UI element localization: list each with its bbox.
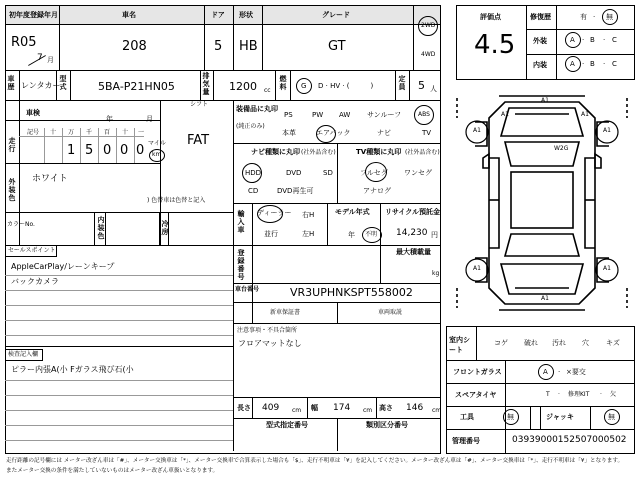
- interior-seat-label: 室内シート: [449, 336, 470, 354]
- dmg-mark: A1: [603, 127, 611, 134]
- windshield-dot: ·: [558, 368, 561, 376]
- model-value: 208: [122, 39, 147, 54]
- spare-item: 欠: [610, 391, 617, 398]
- mileage-digit: 5: [85, 143, 94, 158]
- length-value: 409: [262, 403, 280, 413]
- score-value: 4.5: [474, 30, 516, 60]
- grade-label: グレード: [322, 11, 350, 19]
- vin-label: 車台番号: [235, 286, 260, 293]
- fuel-selected: G: [301, 82, 307, 90]
- exterior-a: A: [570, 36, 575, 44]
- navi-label: ナビ種類に丸印: [251, 148, 300, 156]
- mileage-unit: km: [152, 151, 162, 158]
- car-diagram: [447, 88, 637, 318]
- capacity-value: 5: [418, 79, 425, 92]
- seat-item: コゲ: [494, 339, 508, 347]
- navi-cd: CD: [248, 187, 259, 195]
- new-warranty: 新車保証書: [270, 309, 301, 316]
- doors-value: 5: [214, 39, 223, 54]
- exterior-dot: ·: [582, 36, 585, 44]
- height-label: 高さ: [379, 404, 393, 412]
- spare-item: 修理KIT: [568, 391, 590, 398]
- color-note: ) 色替車は色替と記入: [147, 197, 206, 204]
- shape-value: HB: [239, 39, 258, 54]
- equipment-label: 装備品に丸印: [236, 105, 278, 113]
- repair-dot: ·: [593, 13, 596, 21]
- mileage-digit: 0: [136, 143, 145, 158]
- usage-label: 車歴: [7, 75, 15, 91]
- shape-label: 形状: [239, 11, 253, 19]
- drive-2wd: 2WD: [421, 22, 436, 29]
- digit-label-5: 十: [122, 129, 129, 136]
- length-label: 長さ: [237, 404, 251, 412]
- exterior-c: C: [612, 36, 617, 44]
- displacement-label: 排気量: [202, 72, 210, 96]
- drive-4wd: 4WD: [421, 51, 436, 58]
- interior-dot: ·: [603, 60, 606, 68]
- equip-abs: ABS: [418, 111, 430, 118]
- reg-year: R05: [11, 35, 37, 50]
- notes-value: フロアマットなし: [238, 339, 302, 348]
- digit-label-3: 千: [86, 129, 93, 136]
- tv-oneseg: ワンセグ: [404, 169, 432, 177]
- windshield-label: フロントガラス: [453, 368, 502, 376]
- width-value: 174: [333, 403, 351, 413]
- spare-label: スペアタイヤ: [455, 391, 497, 399]
- usage-value: レンタカー: [21, 81, 61, 90]
- import-right: 右H: [302, 211, 315, 219]
- model-label: 車名: [122, 11, 136, 19]
- jack-value: 無: [608, 413, 615, 421]
- equip-sunroof: サンルーフ: [367, 111, 402, 119]
- dmg-mark: A1: [501, 111, 509, 118]
- seat-item: 穴: [582, 339, 589, 347]
- interior-dot: ·: [582, 60, 585, 68]
- capacity-unit: 人: [430, 85, 437, 93]
- mileage-alt-unit: マイル: [148, 140, 166, 147]
- reg-no-label: 登録番号: [237, 249, 245, 281]
- vehicle-manual: 車両取説: [378, 309, 403, 316]
- spare-item: T: [546, 391, 550, 398]
- capacity-label: 定員: [398, 75, 406, 91]
- equip-aw: AW: [339, 111, 351, 119]
- exterior-dot: ·: [603, 36, 606, 44]
- mileage-label: 走行: [8, 137, 16, 153]
- digit-label-6: 一: [138, 129, 145, 136]
- displacement-value: 1200: [229, 80, 257, 93]
- height-value: 146: [406, 403, 424, 413]
- interior-c: C: [612, 60, 617, 68]
- type-value: 5BA-P21HN05: [98, 80, 175, 93]
- import-dealer: ディーラー: [257, 209, 292, 217]
- cold-label: 冷房: [161, 220, 169, 236]
- class-no-label: 類別区分番号: [366, 421, 408, 429]
- exterior-label: 外装: [533, 37, 547, 45]
- first-reg-label: 初年度登録年月: [9, 11, 58, 19]
- mgmt-label: 管理番号: [452, 437, 480, 445]
- width-label: 幅: [311, 404, 318, 412]
- digit-label-2: 万: [68, 129, 75, 136]
- width-unit: cm: [363, 407, 373, 414]
- length-unit: cm: [292, 407, 302, 414]
- footer-line-1: 走行距離の記号欄には メーター改ざん車は「#」、メーター交換車は「*」、メーター交換車で合算表示した場合も「$」、走行不明車は「¥」を記入してください。メーター改ざん車は「#」、メーター交換車は「*」、走行不明車は「¥」となります。: [6, 458, 624, 464]
- notes-label: 注意事項・不具合箇所: [237, 327, 298, 334]
- doors-label: ドア: [211, 11, 225, 19]
- equip-airbag: エアバック: [316, 129, 351, 137]
- digit-label-0: 記号: [27, 129, 40, 136]
- tv-label: TV種類に丸印: [356, 148, 402, 156]
- displacement-unit: cc: [264, 87, 271, 94]
- inspection-year-unit: 年: [106, 115, 113, 123]
- inspector-notes: ピラー内張A(小 Fガラス飛び石(小: [11, 365, 134, 374]
- interior-color-label: 内装色: [97, 216, 105, 240]
- equip-tv: TV: [422, 129, 432, 137]
- navi-sub: (社外品含む): [301, 149, 336, 156]
- selling-label: セールスポイント: [8, 247, 56, 254]
- import-parallel: 並行: [264, 230, 278, 238]
- tools-value: 無: [507, 413, 514, 421]
- color-no-label: カラーNo.: [7, 221, 35, 228]
- height-unit: cm: [432, 407, 442, 414]
- equip-navi: ナビ: [377, 129, 391, 137]
- equip-pw: PW: [312, 111, 324, 119]
- shift-value: FAT: [187, 133, 210, 148]
- inspection-month-unit: 月: [146, 115, 153, 123]
- model-year-unknown: 不明: [365, 231, 378, 238]
- equip-ps: PS: [284, 111, 293, 119]
- windshield-x: ×要交: [566, 368, 586, 376]
- dmg-mark: A1: [473, 127, 481, 134]
- score-label: 評価点: [480, 13, 501, 21]
- jack-label: ジャッキ: [546, 413, 574, 421]
- interior-b: B: [590, 60, 595, 68]
- mileage-digit: 0: [120, 143, 129, 158]
- recycle-label: リサイクル預託金: [385, 208, 441, 216]
- model-year-label: モデル年式: [335, 208, 370, 216]
- exterior-color-label: 外装色: [8, 178, 16, 202]
- seat-item: 破れ: [524, 339, 538, 347]
- tools-label: 工具: [460, 413, 474, 421]
- selling-line-1: AppleCarPlay/レーンキープ: [11, 262, 115, 271]
- import-label: 輸入車: [237, 210, 245, 234]
- equip-leather: 本革: [282, 129, 296, 137]
- tv-analog: アナログ: [363, 187, 391, 195]
- navi-sd: SD: [323, 169, 333, 177]
- repair-yes: 有: [580, 13, 587, 21]
- grade-value: GT: [328, 39, 346, 54]
- dmg-mark: A1: [603, 265, 611, 272]
- fuel-options: D · HV · ( ): [318, 82, 374, 90]
- color-value: ホワイト: [32, 174, 68, 184]
- dmg-mark: A1: [581, 111, 589, 118]
- mgmt-value: 03939000152507000502: [512, 435, 627, 445]
- dmg-mark: A1: [473, 265, 481, 272]
- navi-hdd: HDD: [245, 169, 262, 177]
- footer-line-2: またメーター交換の条件を満たしていないものはメーター改ざん車扱いとなります。: [6, 468, 219, 474]
- recycle-value: 14,230: [396, 228, 428, 238]
- fuel-label: 燃料: [279, 75, 287, 91]
- equipment-sub: (純正のみ): [236, 123, 265, 130]
- reg-month: 7: [37, 53, 43, 63]
- digit-label-4: 百: [104, 129, 111, 136]
- digit-label-1: 十: [50, 129, 57, 136]
- interior-label: 内装: [533, 61, 547, 69]
- tv-fullseg: フルセグ: [360, 169, 388, 177]
- interior-a: A: [570, 60, 575, 68]
- type-label: 型式: [59, 75, 67, 91]
- spare-dot: ·: [600, 391, 602, 398]
- recycle-unit: 円: [431, 231, 438, 239]
- type-no-label: 型式指定番号: [266, 421, 308, 429]
- dmg-mark: W2G: [554, 145, 569, 152]
- repair-no: 無: [606, 13, 613, 21]
- tv-sub: (社外品含む): [405, 149, 440, 156]
- inspection-label: 車検: [26, 109, 40, 117]
- max-load-unit: kg: [432, 270, 440, 277]
- repair-label: 修復歴: [530, 13, 551, 21]
- inspector-label: 検査記入欄: [8, 351, 39, 358]
- vin-value: VR3UPHNKSPT558002: [290, 286, 413, 299]
- reg-month-suffix: 月: [47, 56, 54, 64]
- mileage-digit: 1: [67, 143, 76, 158]
- seat-item: キズ: [606, 339, 620, 347]
- shift-label: シフト: [190, 101, 209, 108]
- seat-item: 汚れ: [552, 339, 566, 347]
- windshield-a: A: [543, 368, 548, 376]
- navi-dvd-play: DVD再生可: [277, 187, 314, 195]
- spare-dot: ·: [558, 391, 560, 398]
- dmg-mark: A1: [541, 97, 549, 104]
- model-year-unit: 年: [348, 231, 355, 239]
- exterior-b: B: [590, 36, 595, 44]
- import-left: 左H: [302, 230, 315, 238]
- mileage-digit: 0: [103, 143, 112, 158]
- max-load-label: 最大積載量: [396, 248, 431, 256]
- selling-line-2: バックカメラ: [11, 277, 59, 286]
- navi-dvd: DVD: [286, 169, 302, 177]
- dmg-mark: A1: [541, 295, 549, 302]
